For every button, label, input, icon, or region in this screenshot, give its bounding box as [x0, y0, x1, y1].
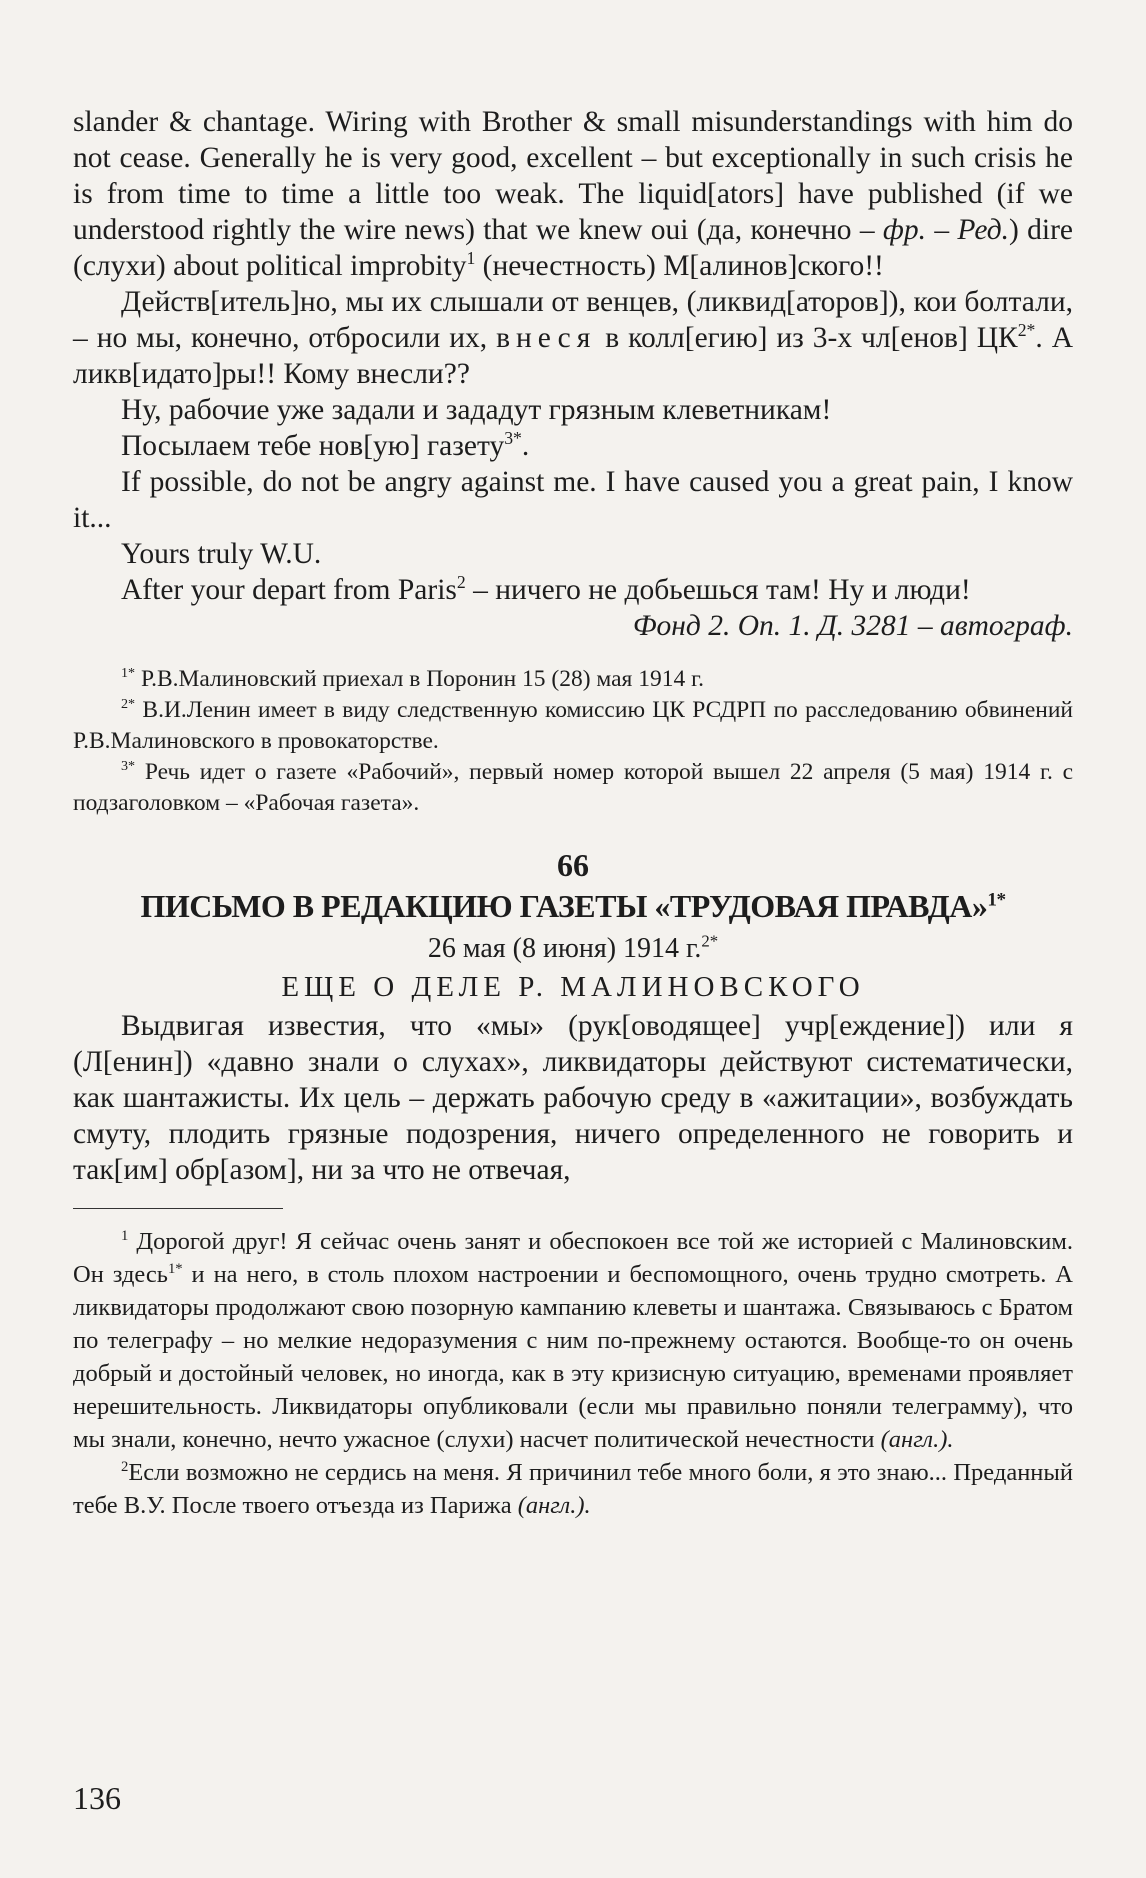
document-title: ПИСЬМО В РЕДАКЦИЮ ГАЗЕТЫ «ТРУДОВАЯ ПРАВДА»$^{1*}$: [140, 888, 1006, 924]
footnote-1: $^1$ Дорогой друг! Я сейчас очень занят и обеспокоен все той же историей с Малиновским. Он здесь$^{1*}$ и на него, в столь плохом настроении и беспомощного, очень трудно смотреть. А ликвидаторы продолжают свою позорную кампанию клеветы и шантажа. Связываюсь с Братом по телеграфу – но мелкие недоразумения с ним по-прежнему остаются. Вообще-то он очень добрый и достойный человек, но иногда, как в эту кризисную ситуацию, временами проявляет нерешительность. Ликвидаторы опубликовали (если мы правильно поняли телеграмму), что мы знали, конечно, нечто ужасное (слухи) насчет политической нечестности (англ.).: [73, 1227, 1074, 1453]
note-item: $^{2*}$ В.И.Ленин имеет в виду следственную комиссию ЦК РСДРП по расследованию обвинений Р.В.Малиновского в провокаторстве.: [73, 696, 1074, 754]
document-subtitle: ЕЩЕ О ДЕЛЕ Р. МАЛИНОВСКОГО: [281, 971, 865, 1003]
letter-paragraph-5: If possible, do not be angry against me. I have caused you a great pain, I know it...: [73, 466, 1073, 534]
document-number: 66: [557, 847, 589, 883]
page-content: [73, 104, 1073, 1522]
page-number: 136: [73, 1780, 121, 1816]
letter-paragraph-1: slander & chantage. Wiring with Brother & small misunderstandings with him do not cease. Generally he is very good, excellent – but exceptionally in such crisis he is from time to time a little too weak. The liquid[ators] have published (if we understood rightly the wire news) that we knew oui (да, конечно – фр. – Ред.) dire (слухи) about political improbity$^1$ (нечестность) М[алинов]ского!!: [73, 106, 1074, 282]
letter-paragraph-3: Ну, рабочие уже задали и зададут грязным клеветникам!: [121, 394, 832, 426]
letter-paragraph-2: Действ[итель]но, мы их слышали от венцев, (ликвид[аторов]), кои болтали, – но мы, конечно, отбросили их, внеся в колл[егию] из 3-х чл[енов] $ЦК^{2*}$. А ликв[идато]ры!! Кому внесли??: [73, 286, 1074, 390]
archive-source: Фонд 2. Оп. 1. Д. 3281 – автограф.: [632, 610, 1073, 642]
editorial-notes: [73, 664, 1073, 819]
note-item: $^{1*}$ Р.В.Малиновский приехал в Поронин 15 (28) мая 1914 г.: [121, 665, 704, 692]
letter-paragraph-4: Посылаем тебе нов[ую] газету$^{3*}$.: [121, 428, 530, 462]
note-item: $^{3*}$ Речь идет о газете «Рабочий», первый номер которой вышел 22 апреля (5 мая) 1914 г. с подзаголовком – «Рабочая газета».: [73, 758, 1073, 816]
footnote-2: $^2$Если возможно не сердись на меня. Я причинил тебе много боли, я это знаю... Преданный тебе В.У. После твоего отъезда из Парижа (англ.).: [73, 1458, 1073, 1519]
footnote-divider: [73, 1208, 283, 1209]
document-date: 26 мая (8 июня) 1914 г.$^{2*}$: [427, 931, 719, 964]
document-body: Выдвигая известия, что «мы» (рук[оводящее] учр[еждение]) или я (Л[енин]) «давно знали о слухах», ликвидаторы действуют систематически, как шантажисты. Их цель – держать рабочую среду в «ажитации», возбуждать смуту, плодить грязные подозрения, ничего определенного не говорить и так[им] обр[азом], ни за что не отвечая,: [73, 1010, 1073, 1186]
letter-paragraph-7: After your depart from Paris$^2$ – ничего не добьешься там! Ну и люди!: [121, 572, 971, 606]
footnotes: [73, 1225, 1073, 1522]
letter-paragraph-6: Yours truly W.U.: [121, 538, 322, 570]
